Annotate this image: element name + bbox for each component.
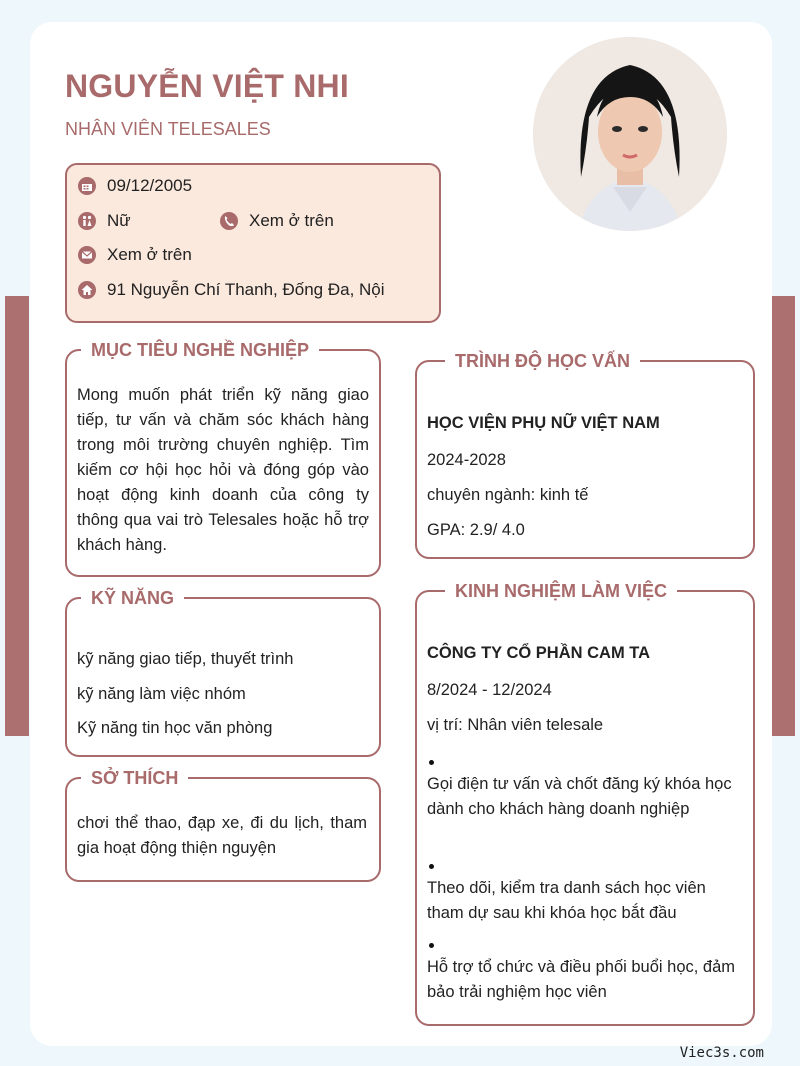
address-row	[77, 280, 385, 300]
email-icon	[77, 245, 97, 265]
phone-value: Xem ở trên	[249, 211, 334, 230]
objective-title: MỤC TIÊU NGHỀ NGHIỆP	[81, 338, 319, 362]
email-row	[77, 245, 192, 265]
skills-title: KỸ NĂNG	[81, 586, 184, 610]
duty-item: Hỗ trợ tổ chức và điều phối buổi học, đảm bảo trải nghiệm học viên	[427, 958, 736, 1001]
education-period: 2024-2028	[427, 451, 506, 469]
birthday-row	[77, 176, 192, 196]
gender-value: Nữ	[107, 211, 131, 230]
education-major: chuyên ngành: kinh tế	[427, 486, 589, 504]
experience-title: KINH NGHIỆM LÀM VIỆC	[445, 579, 677, 603]
skills-section	[65, 588, 381, 757]
hobbies-title: SỞ THÍCH	[81, 766, 188, 790]
phone-icon	[219, 211, 239, 231]
left-decor-band	[5, 296, 29, 736]
bullet-dot	[429, 864, 434, 869]
bullet-dot	[429, 943, 434, 948]
objective-text: Mong muốn phát triển kỹ năng giao tiếp, tư vấn và chăm sóc khách hàng trong môi trường chuyên nghiệp. Tìm kiếm cơ hội học hỏi và đóng góp vào hoạt động kinh doanh của công ty thông qua vai trò Telesales hoặc hỗ trợ khách hàng.	[77, 386, 369, 554]
right-decor-band	[771, 296, 795, 736]
skill-item: kỹ năng làm việc nhóm	[77, 685, 246, 703]
company-name: CÔNG TY CỔ PHẦN CAM TA	[427, 644, 651, 662]
skill-item: Kỹ năng tin học văn phòng	[77, 719, 273, 737]
home-icon	[77, 280, 97, 300]
profile-photo	[533, 37, 727, 231]
phone-row	[219, 211, 334, 231]
gender-icon	[77, 211, 97, 231]
watermark: Viec3s.com	[679, 1045, 764, 1061]
address-value: 91 Nguyễn Chí Thanh, Đống Đa, Nội	[107, 280, 385, 299]
candidate-name: NGUYỄN VIỆT NHI	[65, 68, 349, 104]
job-title: NHÂN VIÊN TELESALES	[65, 119, 271, 139]
experience-period: 8/2024 - 12/2024	[427, 681, 552, 699]
experience-section	[415, 581, 755, 1026]
hobbies-text: chơi thể thao, đạp xe, đi du lịch, tham gia hoạt động thiện nguyện	[77, 814, 367, 857]
email-value: Xem ở trên	[107, 245, 192, 264]
duty-item: Gọi điện tư vấn và chốt đăng ký khóa học dành cho khách hàng doanh nghiệp	[427, 775, 732, 818]
gender-row	[77, 211, 131, 231]
birthday-value: 09/12/2005	[107, 176, 193, 195]
objective-section	[65, 340, 381, 577]
hobbies-section	[65, 768, 381, 882]
skill-item: kỹ năng giao tiếp, thuyết trình	[77, 650, 294, 668]
bullet-dot	[429, 760, 434, 765]
calendar-icon	[77, 176, 97, 196]
education-gpa: GPA: 2.9/ 4.0	[427, 521, 525, 539]
school-name: HỌC VIỆN PHỤ NỮ VIỆT NAM	[427, 414, 660, 432]
education-title: TRÌNH ĐỘ HỌC VẤN	[445, 349, 640, 373]
duty-item: Theo dõi, kiểm tra danh sách học viên tham dự sau khi khóa học bắt đầu	[427, 879, 706, 922]
experience-position: vị trí: Nhân viên telesale	[427, 716, 604, 734]
education-section	[415, 351, 755, 559]
